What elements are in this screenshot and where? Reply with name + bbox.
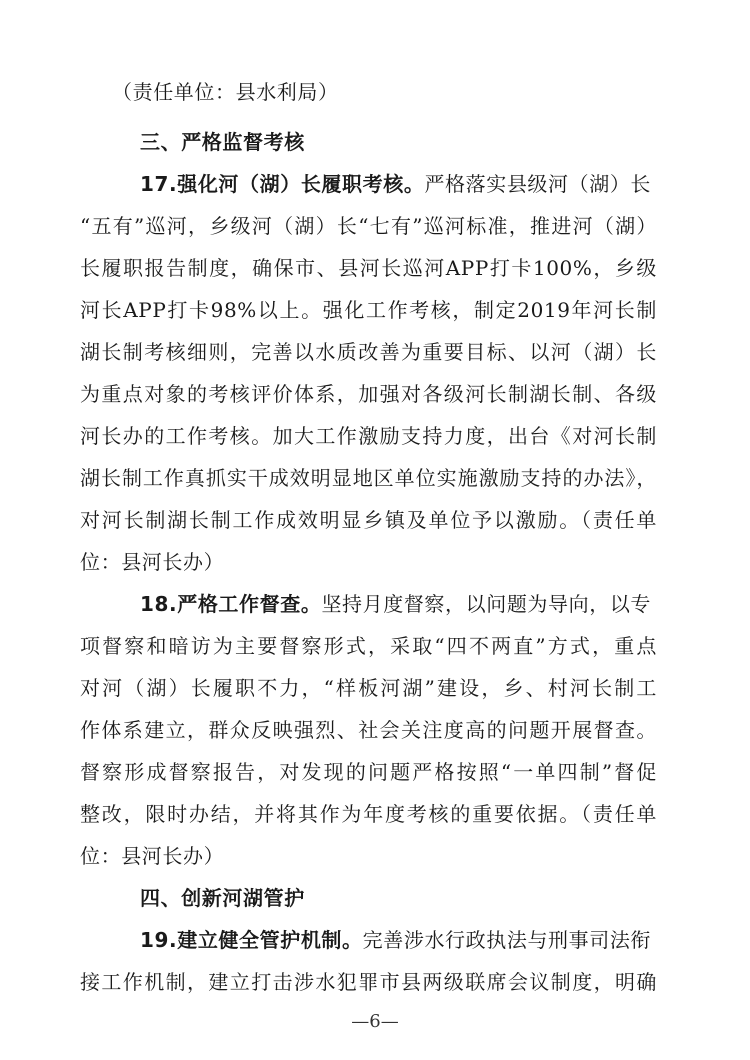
paragraph-18-line: 项督察和暗访为主要督察形式，采取“四不两直”方式，重点 [80,634,657,658]
paragraph-17-text: 严格落实县级河（湖）长 [424,172,652,196]
paragraph-18-line: 对河（湖）长履职不力，“样板河湖”建设，乡、村河长制工 [80,676,657,700]
paragraph-17-line: 对河长制湖长制工作成效明显乡镇及单位予以激励。（责任单 [80,508,657,532]
paragraph-19-line: 接工作机制，建立打击涉水犯罪市县两级联席会议制度，明确 [80,970,657,994]
paragraph-17-line: 为重点对象的考核评价体系，加强对各级河长制湖长制、各级 [80,382,657,406]
paragraph-17-line: “五有”巡河，乡级河（湖）长“七有”巡河标准，推进河（湖） [80,214,657,238]
paragraph-17-line: 河长办的工作考核。加大工作激励支持力度，出台《对河长制 [80,424,657,448]
page-number: —6— [351,1011,399,1032]
paragraph-17-line: 长履职报告制度，确保市、县河长巡河APP打卡100%，乡级 [80,256,657,280]
paragraph-17-line: 位：县河长办） [80,550,225,574]
paragraph-18-text: 坚持月度督察，以问题为导向，以专 [321,592,652,616]
paragraph-18-line: 督察形成督察报告，对发现的问题严格按照“一单四制”督促 [80,760,657,784]
paragraph-17-line: 湖长制考核细则，完善以水质改善为重要目标、以河（湖）长 [80,340,657,364]
paragraph-17-first-line [140,170,657,198]
section-heading-3: 三、严格监督考核 [140,130,305,154]
paragraph-18-lead: 18.严格工作督查。 [140,592,322,616]
paragraph-18-line: 作体系建立，群众反映强烈、社会关注度高的问题开展督查。 [80,718,657,742]
paragraph-17-lead: 17.强化河（湖）长履职考核。 [140,172,425,196]
paragraph-19-lead: 19.建立健全管护机制。 [140,928,363,952]
paragraph-19-text: 完善涉水行政执法与刑事司法衔 [362,928,652,952]
paragraph-17-line: 河长APP打卡98%以上。强化工作考核，制定2019年河长制 [80,298,657,322]
paragraph-18-line: 位：县河长办） [80,844,225,868]
paragraph-19-first-line [140,926,657,954]
paragraph-18-line: 整改，限时办结，并将其作为年度考核的重要依据。（责任单 [80,802,657,826]
paragraph-17-line: 湖长制工作真抓实干成效明显地区单位实施激励支持的办法》， [80,466,657,490]
responsible-unit-line: （责任单位：县水利局） [112,80,339,104]
section-heading-4: 四、创新河湖管护 [140,886,305,910]
paragraph-18-first-line [140,590,657,618]
